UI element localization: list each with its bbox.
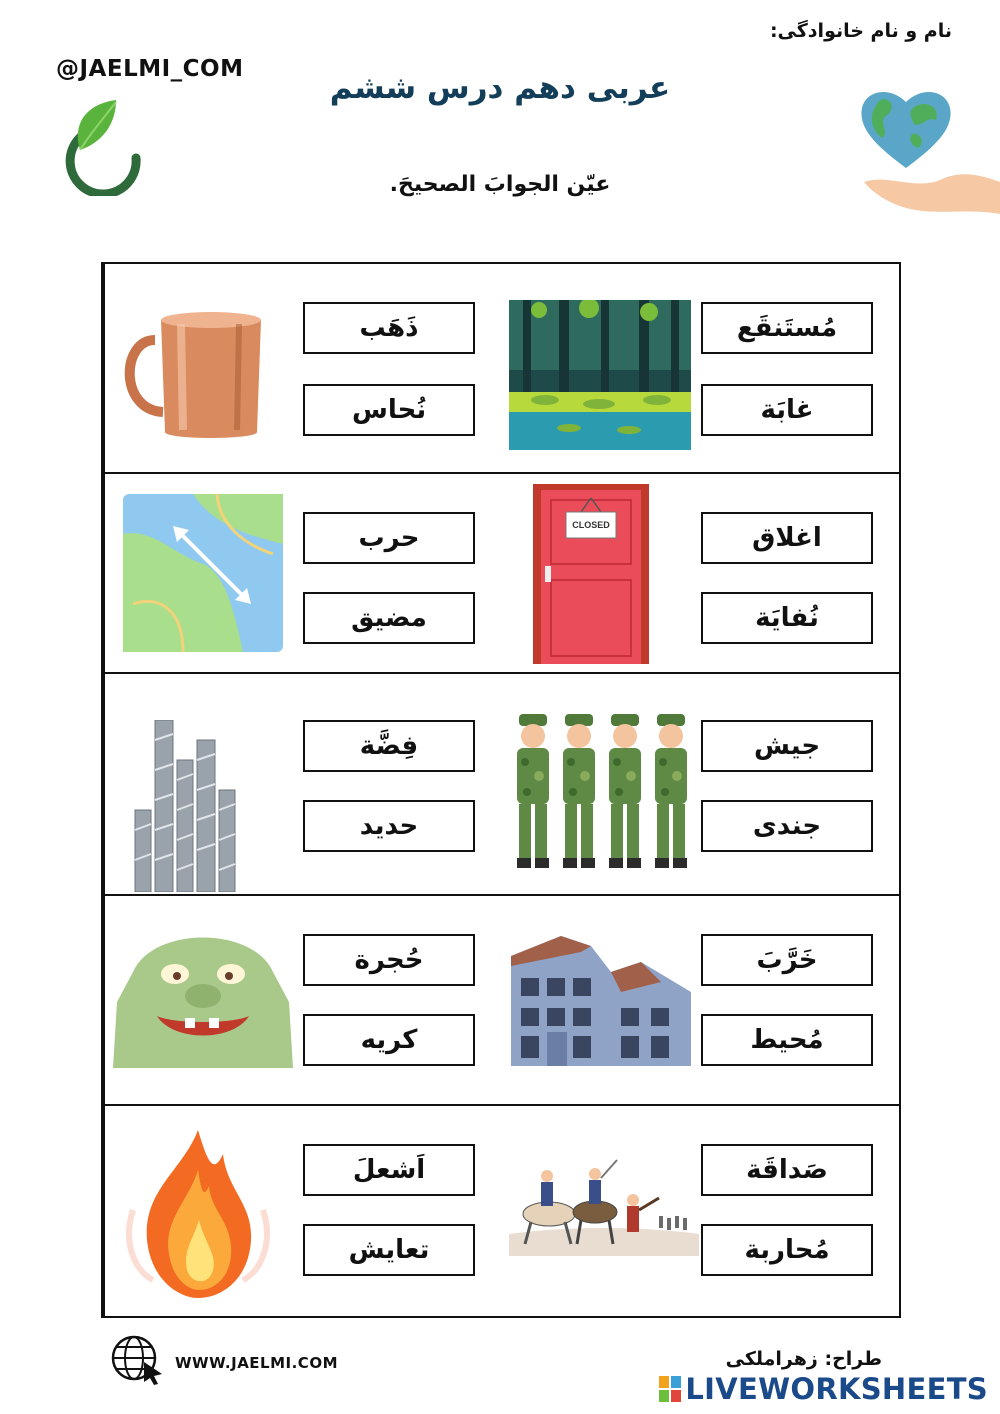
strait-map-image bbox=[123, 494, 283, 652]
option-button[interactable]: حديد bbox=[303, 800, 475, 852]
earth-heart-hand-icon bbox=[856, 86, 1000, 220]
option-button[interactable]: خَرَّبَ bbox=[701, 934, 873, 986]
ruined-building-image bbox=[511, 932, 691, 1066]
cell-ogre-face bbox=[103, 896, 501, 1106]
option-button[interactable]: اَشعلَ bbox=[303, 1144, 475, 1196]
cell-closed-door bbox=[501, 474, 899, 674]
liveworksheets-logo-icon bbox=[659, 1376, 681, 1402]
option-button[interactable]: جيش bbox=[701, 720, 873, 772]
option-button[interactable]: ذَهَب bbox=[303, 302, 475, 354]
ogre-face-image bbox=[113, 932, 293, 1068]
option-button[interactable]: غابَة bbox=[701, 384, 873, 436]
closed-door-image bbox=[533, 484, 649, 664]
leaf-logo-icon bbox=[58, 98, 148, 200]
option-button[interactable]: حرب bbox=[303, 512, 475, 564]
instruction-text: عیّن الجوابَ الصحیحَ. bbox=[389, 172, 611, 197]
soldiers-image bbox=[513, 712, 695, 872]
option-button[interactable]: اغلاق bbox=[701, 512, 873, 564]
swamp-forest-image bbox=[509, 300, 691, 450]
option-button[interactable]: نُفايَة bbox=[701, 592, 873, 644]
cell-steel-rebar bbox=[103, 674, 501, 896]
page-title: عربی دهم درس ششم bbox=[329, 70, 671, 106]
liveworksheets-wordmark: LIVEWORKSHEETS bbox=[685, 1372, 988, 1406]
name-field-label: نام و نام خانوادگی: bbox=[769, 20, 952, 42]
option-button[interactable]: نُحاس bbox=[303, 384, 475, 436]
cell-fire bbox=[103, 1106, 501, 1316]
globe-cursor-icon bbox=[110, 1334, 166, 1390]
cell-battle-scene bbox=[501, 1106, 899, 1316]
option-button[interactable]: صَداقَة bbox=[701, 1144, 873, 1196]
cell-ruined-building bbox=[501, 896, 899, 1106]
battle-scene-image bbox=[509, 1156, 699, 1256]
cell-strait-map bbox=[103, 474, 501, 674]
option-button[interactable]: مضيق bbox=[303, 592, 475, 644]
fire-image bbox=[123, 1130, 273, 1300]
copper-mug-image bbox=[111, 300, 293, 450]
option-button[interactable]: تعايش bbox=[303, 1224, 475, 1276]
steel-rebar-image bbox=[125, 720, 245, 892]
website-link[interactable]: WWW.JAELMI.COM bbox=[175, 1354, 338, 1372]
option-button[interactable]: مُحيط bbox=[701, 1014, 873, 1066]
cell-soldiers bbox=[501, 674, 899, 896]
option-button[interactable]: فِضَّة bbox=[303, 720, 475, 772]
designer-credit: طراح: زهراملکی bbox=[725, 1348, 882, 1370]
option-button[interactable]: جندی bbox=[701, 800, 873, 852]
social-handle: @JAELMI_COM bbox=[56, 56, 244, 82]
option-button[interactable]: كريه bbox=[303, 1014, 475, 1066]
cell-copper-mug bbox=[103, 264, 501, 474]
option-button[interactable]: مُستَنقَع bbox=[701, 302, 873, 354]
matching-grid bbox=[101, 262, 901, 1318]
cell-swamp-forest bbox=[501, 264, 899, 474]
option-button[interactable]: مُحاربة bbox=[701, 1224, 873, 1276]
liveworksheets-brand[interactable] bbox=[659, 1372, 988, 1406]
option-button[interactable]: حُجرة bbox=[303, 934, 475, 986]
door-sign-label: CLOSED bbox=[572, 520, 610, 530]
